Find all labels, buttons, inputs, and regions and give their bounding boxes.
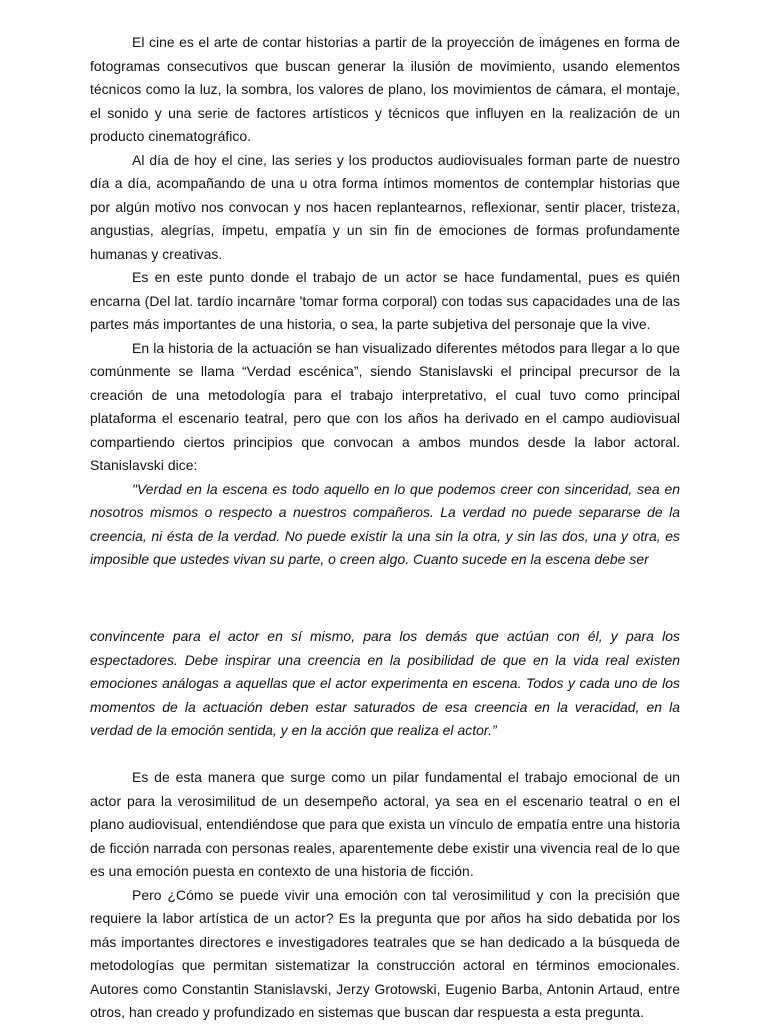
- paragraph-cinema-definition: El cine es el arte de contar historias a partir de la proyección de imágenes en forma de fotogramas consecutivos que buscan generar la ilusión de movimiento, usando elementos técnicos como la luz, la sombra, los valores de plano, los movimientos de cámara, el montaje, el sonido y una serie de factores artísticos y técnicos que influyen en la realización de un producto cinematográfico.: [90, 34, 680, 144]
- quote-stanislavski-part2: convincente para el actor en sí mismo, para los demás que actúan con él, y para los espectadores. Debe inspirar una creencia en la posibilidad de que en la vida real existen emociones análogas a aquellas que el actor experimenta en escena. Todos y cada uno de los momentos de la actuación deben estar saturados de esa creencia en la veracidad, en la verdad de la emoción sentida, y en la acción que realiza el actor.”: [90, 628, 680, 738]
- document-body-top: [90, 31, 680, 572]
- paragraph-audiovisual-today: Al día de hoy el cine, las series y los productos audiovisuales forman parte de nuestro día a día, acompañando de una u otra forma íntimos momentos de contemplar historias que por algún motivo nos convocan y nos hacen replantearnos, reflexionar, sentir placer, tristeza, angustias, alegrías, ímpetu, empatía y un sin fin de emociones de formas profundamente humanas y creativas.: [90, 151, 680, 262]
- paragraph-acting-history: En la historia de la actuación se han visualizado diferentes métodos para llegar a lo que comúnmente se llama “Verdad escénica”, siendo Stanislavski el principal precursor de la creación de una metodología para el trabajo interpretativo, el cual tuvo como principal plataforma el escenario teatral, pero que con los años ha derivado en el campo audiovisual compartiendo ciertos principios que convocan a ambos mundos desde la labor actoral. Stanislavski dice:: [90, 339, 680, 473]
- quote-stanislavski-part1: "Verdad en la escena es todo aquello en lo que podemos creer con sinceridad, sea en nosotros mismos o respecto a nuestros compañeros. La verdad no puede separarse de la creencia, ni ésta de la verdad. No puede existir la una sin la otra, y sin las dos, una y otra, es imposible que ustedes vivan su parte, o creen algo. Cuanto sucede en la escena debe ser: [90, 480, 680, 567]
- paragraph-emotional-work: Es de esta manera que surge como un pilar fundamental el trabajo emocional de un actor para la verosimilitud de un desempeño actoral, ya sea en el escenario teatral o en el plano audiovisual, entendiéndose que para que exista un vínculo de empatía entre una historia de ficción narrada con personas reales, aparentemente debe existir una vivencia real de lo que es una emoción puesta en contexto de una historia de ficción.: [90, 769, 680, 879]
- paragraph-actor-role: Es en este punto donde el trabajo de un actor se hace fundamental, pues es quién encarna (Del lat. tardío incarnāre 'tomar forma corporal) con todas sus capacidades una de las partes más importantes de una historia, o sea, la parte subjetiva del personaje que la vive.: [90, 269, 680, 332]
- paragraph-verisimilitude-question: Pero ¿Cómo se puede vivir una emoción con tal verosimilitud y con la precisión que requiere la labor artística de un actor? Es la pregunta que por años ha sido debatida por los más importantes directores e investigadores teatrales que se han dedicado a la búsqueda de metodologías que permitan sistematizar la construcción actoral en términos emocionales. Autores como Constantin Stanislavski, Jerzy Grotowski, Eugenio Barba, Antonin Artaud, entre otros, han creado y profundizado en sistemas que buscan dar respuesta a esta pregunta.: [90, 886, 680, 1020]
- document-body-bottom: [90, 625, 680, 1025]
- paragraph-spacer: [90, 743, 680, 767]
